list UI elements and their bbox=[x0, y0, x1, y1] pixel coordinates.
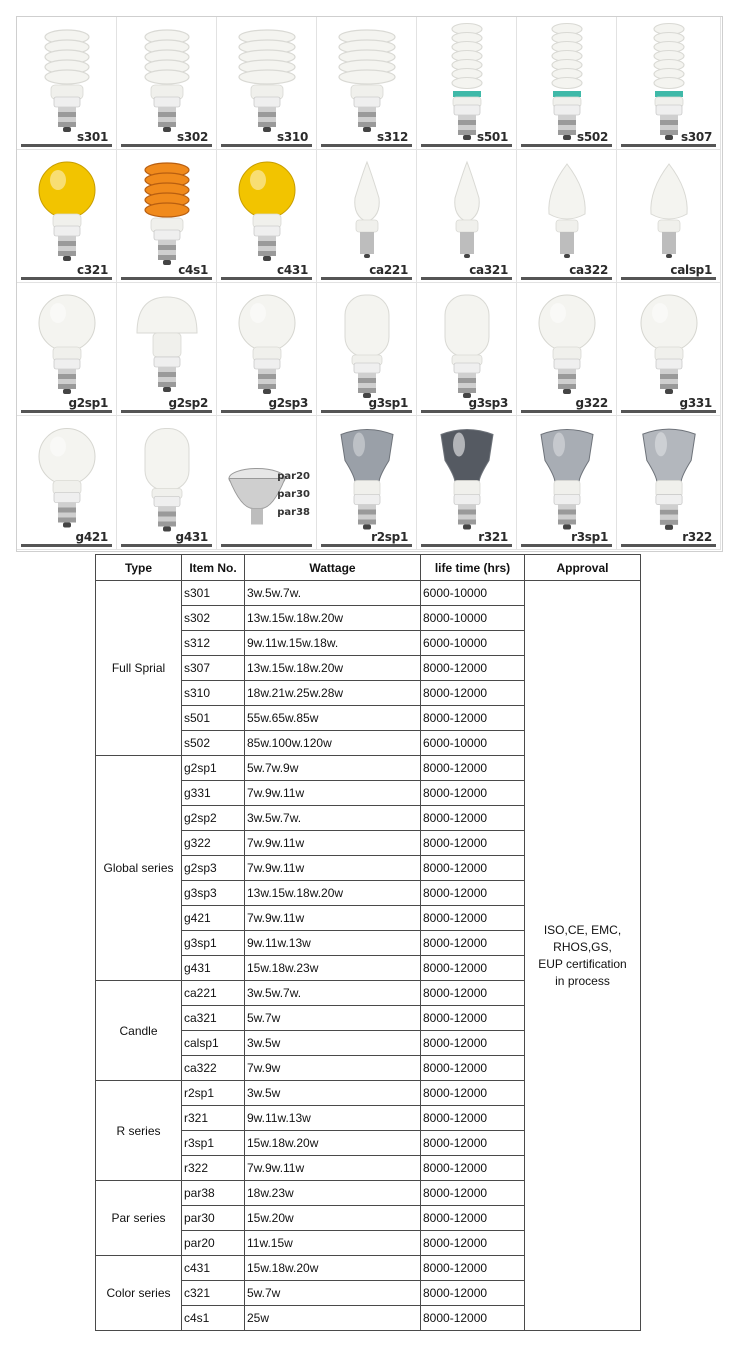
cell-underline bbox=[221, 544, 312, 547]
wattage-cell: 15w.18w.20w bbox=[245, 1256, 421, 1281]
par-label: par20 bbox=[277, 471, 310, 482]
item-cell: r321 bbox=[182, 1106, 245, 1131]
cell-underline bbox=[121, 544, 212, 547]
product-label: ca321 bbox=[469, 263, 508, 277]
life-cell: 8000-12000 bbox=[421, 1156, 525, 1181]
product-cell bbox=[217, 150, 317, 283]
cell-underline bbox=[221, 144, 312, 147]
product-label: ca322 bbox=[569, 263, 608, 277]
item-cell: par30 bbox=[182, 1206, 245, 1231]
life-cell: 8000-12000 bbox=[421, 856, 525, 881]
item-cell: c321 bbox=[182, 1281, 245, 1306]
product-label: s502 bbox=[577, 130, 608, 144]
product-label: g3sp3 bbox=[468, 396, 508, 410]
wattage-cell: 3w.5w.7w. bbox=[245, 806, 421, 831]
product-cell bbox=[617, 416, 721, 550]
item-cell: s502 bbox=[182, 731, 245, 756]
product-label: g421 bbox=[75, 530, 108, 544]
approval-cell bbox=[525, 581, 641, 1331]
product-label: calsp1 bbox=[670, 263, 712, 277]
product-cell bbox=[317, 150, 417, 283]
header-life-time: life time (hrs) bbox=[421, 555, 525, 581]
product-label: s302 bbox=[177, 130, 208, 144]
item-cell: c4s1 bbox=[182, 1306, 245, 1331]
product-cell bbox=[417, 17, 517, 150]
product-photo-grid bbox=[16, 16, 723, 552]
product-cell bbox=[417, 150, 517, 283]
cell-underline bbox=[421, 277, 512, 280]
product-cell bbox=[417, 283, 517, 416]
life-cell: 8000-12000 bbox=[421, 881, 525, 906]
cell-underline bbox=[221, 410, 312, 413]
type-cell: Full Sprial bbox=[96, 581, 182, 756]
product-label: g431 bbox=[175, 530, 208, 544]
header-item-no: Item No. bbox=[182, 555, 245, 581]
product-label: r321 bbox=[478, 530, 508, 544]
product-cell bbox=[117, 283, 217, 416]
product-cell bbox=[517, 150, 617, 283]
cell-underline bbox=[121, 410, 212, 413]
cell-underline bbox=[621, 410, 716, 413]
wattage-cell: 5w.7w bbox=[245, 1281, 421, 1306]
item-cell: s501 bbox=[182, 706, 245, 731]
product-cell bbox=[517, 416, 617, 550]
item-cell: c431 bbox=[182, 1256, 245, 1281]
product-label: s307 bbox=[681, 130, 712, 144]
specification-table bbox=[95, 554, 641, 1331]
life-cell: 6000-10000 bbox=[421, 731, 525, 756]
life-cell: 8000-12000 bbox=[421, 1031, 525, 1056]
wattage-cell: 18w.21w.25w.28w bbox=[245, 681, 421, 706]
item-cell: g431 bbox=[182, 956, 245, 981]
wattage-cell: 11w.15w bbox=[245, 1231, 421, 1256]
product-cell bbox=[17, 283, 117, 416]
cell-underline bbox=[421, 544, 512, 547]
header-approval: Approval bbox=[525, 555, 641, 581]
product-label: g2sp3 bbox=[268, 396, 308, 410]
life-cell: 8000-12000 bbox=[421, 656, 525, 681]
cell-underline bbox=[421, 410, 512, 413]
life-cell: 8000-12000 bbox=[421, 1006, 525, 1031]
life-cell: 8000-12000 bbox=[421, 1281, 525, 1306]
type-cell: R series bbox=[96, 1081, 182, 1181]
type-cell: Color series bbox=[96, 1256, 182, 1331]
product-label: g322 bbox=[575, 396, 608, 410]
wattage-cell: 25w bbox=[245, 1306, 421, 1331]
cell-underline bbox=[521, 410, 612, 413]
wattage-cell: 3w.5w.7w. bbox=[245, 581, 421, 606]
item-cell: ca221 bbox=[182, 981, 245, 1006]
life-cell: 8000-12000 bbox=[421, 1106, 525, 1131]
cell-underline bbox=[221, 277, 312, 280]
life-cell: 8000-12000 bbox=[421, 681, 525, 706]
cell-underline bbox=[321, 410, 412, 413]
product-cell bbox=[617, 17, 721, 150]
table-header-row bbox=[96, 555, 641, 581]
wattage-cell: 13w.15w.18w.20w bbox=[245, 656, 421, 681]
wattage-cell: 15w.20w bbox=[245, 1206, 421, 1231]
wattage-cell: 7w.9w.11w bbox=[245, 856, 421, 881]
item-cell: par20 bbox=[182, 1231, 245, 1256]
item-cell: ca322 bbox=[182, 1056, 245, 1081]
product-label: g3sp1 bbox=[368, 396, 408, 410]
life-cell: 8000-12000 bbox=[421, 1081, 525, 1106]
product-cell bbox=[217, 17, 317, 150]
wattage-cell: 18w.23w bbox=[245, 1181, 421, 1206]
product-cell bbox=[217, 416, 317, 550]
item-cell: s307 bbox=[182, 656, 245, 681]
wattage-cell: 7w.9w bbox=[245, 1056, 421, 1081]
life-cell: 8000-12000 bbox=[421, 931, 525, 956]
approval-line: EUP certification bbox=[538, 956, 627, 971]
life-cell: 8000-12000 bbox=[421, 706, 525, 731]
life-cell: 8000-12000 bbox=[421, 1056, 525, 1081]
wattage-cell: 9w.11w.15w.18w. bbox=[245, 631, 421, 656]
cell-underline bbox=[21, 410, 112, 413]
cell-underline bbox=[321, 277, 412, 280]
product-cell bbox=[417, 416, 517, 550]
approval-line: RHOS,GS, bbox=[553, 939, 612, 954]
cell-underline bbox=[621, 277, 716, 280]
life-cell: 6000-10000 bbox=[421, 581, 525, 606]
wattage-cell: 7w.9w.11w bbox=[245, 781, 421, 806]
life-cell: 8000-12000 bbox=[421, 831, 525, 856]
cell-underline bbox=[521, 144, 612, 147]
item-cell: r3sp1 bbox=[182, 1131, 245, 1156]
product-label: ca221 bbox=[369, 263, 408, 277]
wattage-cell: 13w.15w.18w.20w bbox=[245, 881, 421, 906]
wattage-cell: 7w.9w.11w bbox=[245, 831, 421, 856]
cell-underline bbox=[421, 144, 512, 147]
type-cell: Par series bbox=[96, 1181, 182, 1256]
product-cell bbox=[117, 150, 217, 283]
life-cell: 8000-12000 bbox=[421, 956, 525, 981]
life-cell: 8000-12000 bbox=[421, 1231, 525, 1256]
product-label: r3sp1 bbox=[571, 530, 608, 544]
life-cell: 8000-12000 bbox=[421, 981, 525, 1006]
product-cell bbox=[617, 283, 721, 416]
par-label: par38 bbox=[277, 507, 310, 518]
product-cell bbox=[317, 283, 417, 416]
approval-line: in process bbox=[555, 973, 610, 988]
item-cell: par38 bbox=[182, 1181, 245, 1206]
item-cell: s310 bbox=[182, 681, 245, 706]
wattage-cell: 9w.11w.13w bbox=[245, 931, 421, 956]
product-label: s301 bbox=[77, 130, 108, 144]
life-cell: 8000-12000 bbox=[421, 1131, 525, 1156]
product-label: r322 bbox=[682, 530, 712, 544]
product-cell bbox=[317, 416, 417, 550]
life-cell: 8000-12000 bbox=[421, 781, 525, 806]
wattage-cell: 13w.15w.18w.20w bbox=[245, 606, 421, 631]
wattage-cell: 55w.65w.85w bbox=[245, 706, 421, 731]
cell-underline bbox=[21, 144, 112, 147]
par-label: par30 bbox=[277, 489, 310, 500]
product-label: g331 bbox=[679, 396, 712, 410]
life-cell: 8000-12000 bbox=[421, 756, 525, 781]
cell-underline bbox=[621, 544, 716, 547]
wattage-cell: 5w.7w bbox=[245, 1006, 421, 1031]
product-cell bbox=[317, 17, 417, 150]
cell-underline bbox=[21, 544, 112, 547]
product-cell bbox=[117, 17, 217, 150]
life-cell: 8000-12000 bbox=[421, 1306, 525, 1331]
cell-underline bbox=[121, 277, 212, 280]
item-cell: r2sp1 bbox=[182, 1081, 245, 1106]
type-cell: Global series bbox=[96, 756, 182, 981]
product-cell bbox=[517, 283, 617, 416]
life-cell: 8000-12000 bbox=[421, 806, 525, 831]
item-cell: s312 bbox=[182, 631, 245, 656]
product-cell bbox=[517, 17, 617, 150]
type-cell: Candle bbox=[96, 981, 182, 1081]
life-cell: 8000-12000 bbox=[421, 1206, 525, 1231]
item-cell: s302 bbox=[182, 606, 245, 631]
product-label: g2sp1 bbox=[68, 396, 108, 410]
product-label: c4s1 bbox=[178, 263, 208, 277]
item-cell: g3sp3 bbox=[182, 881, 245, 906]
item-cell: ca321 bbox=[182, 1006, 245, 1031]
product-cell bbox=[17, 416, 117, 550]
item-cell: g322 bbox=[182, 831, 245, 856]
cell-underline bbox=[121, 144, 212, 147]
product-label: c431 bbox=[277, 263, 308, 277]
par-labels bbox=[277, 468, 310, 522]
table-body bbox=[96, 581, 641, 1331]
product-label: c321 bbox=[77, 263, 108, 277]
cell-underline bbox=[521, 277, 612, 280]
item-cell: g3sp1 bbox=[182, 931, 245, 956]
wattage-cell: 3w.5w.7w. bbox=[245, 981, 421, 1006]
wattage-cell: 85w.100w.120w bbox=[245, 731, 421, 756]
item-cell: g2sp2 bbox=[182, 806, 245, 831]
product-label: r2sp1 bbox=[371, 530, 408, 544]
wattage-cell: 7w.9w.11w bbox=[245, 906, 421, 931]
cell-underline bbox=[321, 544, 412, 547]
wattage-cell: 3w.5w bbox=[245, 1031, 421, 1056]
item-cell: g2sp3 bbox=[182, 856, 245, 881]
wattage-cell: 15w.18w.20w bbox=[245, 1131, 421, 1156]
header-type: Type bbox=[96, 555, 182, 581]
life-cell: 6000-10000 bbox=[421, 631, 525, 656]
product-label: g2sp2 bbox=[168, 396, 208, 410]
product-label: s501 bbox=[477, 130, 508, 144]
product-label: s310 bbox=[277, 130, 308, 144]
cell-underline bbox=[521, 544, 612, 547]
approval-line: ISO,CE, EMC, bbox=[543, 922, 622, 937]
cell-underline bbox=[21, 277, 112, 280]
wattage-cell: 15w.18w.23w bbox=[245, 956, 421, 981]
item-cell: s301 bbox=[182, 581, 245, 606]
life-cell: 8000-12000 bbox=[421, 1181, 525, 1206]
table-row bbox=[96, 581, 641, 606]
wattage-cell: 3w.5w bbox=[245, 1081, 421, 1106]
product-cell bbox=[117, 416, 217, 550]
life-cell: 8000-12000 bbox=[421, 1256, 525, 1281]
wattage-cell: 7w.9w.11w bbox=[245, 1156, 421, 1181]
cell-underline bbox=[321, 144, 412, 147]
product-cell bbox=[217, 283, 317, 416]
product-label: s312 bbox=[377, 130, 408, 144]
item-cell: g331 bbox=[182, 781, 245, 806]
item-cell: g2sp1 bbox=[182, 756, 245, 781]
product-cell bbox=[17, 150, 117, 283]
product-cell bbox=[17, 17, 117, 150]
wattage-cell: 9w.11w.13w bbox=[245, 1106, 421, 1131]
item-cell: g421 bbox=[182, 906, 245, 931]
wattage-cell: 5w.7w.9w bbox=[245, 756, 421, 781]
header-wattage: Wattage bbox=[245, 555, 421, 581]
product-cell bbox=[617, 150, 721, 283]
item-cell: r322 bbox=[182, 1156, 245, 1181]
cell-underline bbox=[621, 144, 716, 147]
life-cell: 8000-10000 bbox=[421, 606, 525, 631]
life-cell: 8000-12000 bbox=[421, 906, 525, 931]
item-cell: calsp1 bbox=[182, 1031, 245, 1056]
